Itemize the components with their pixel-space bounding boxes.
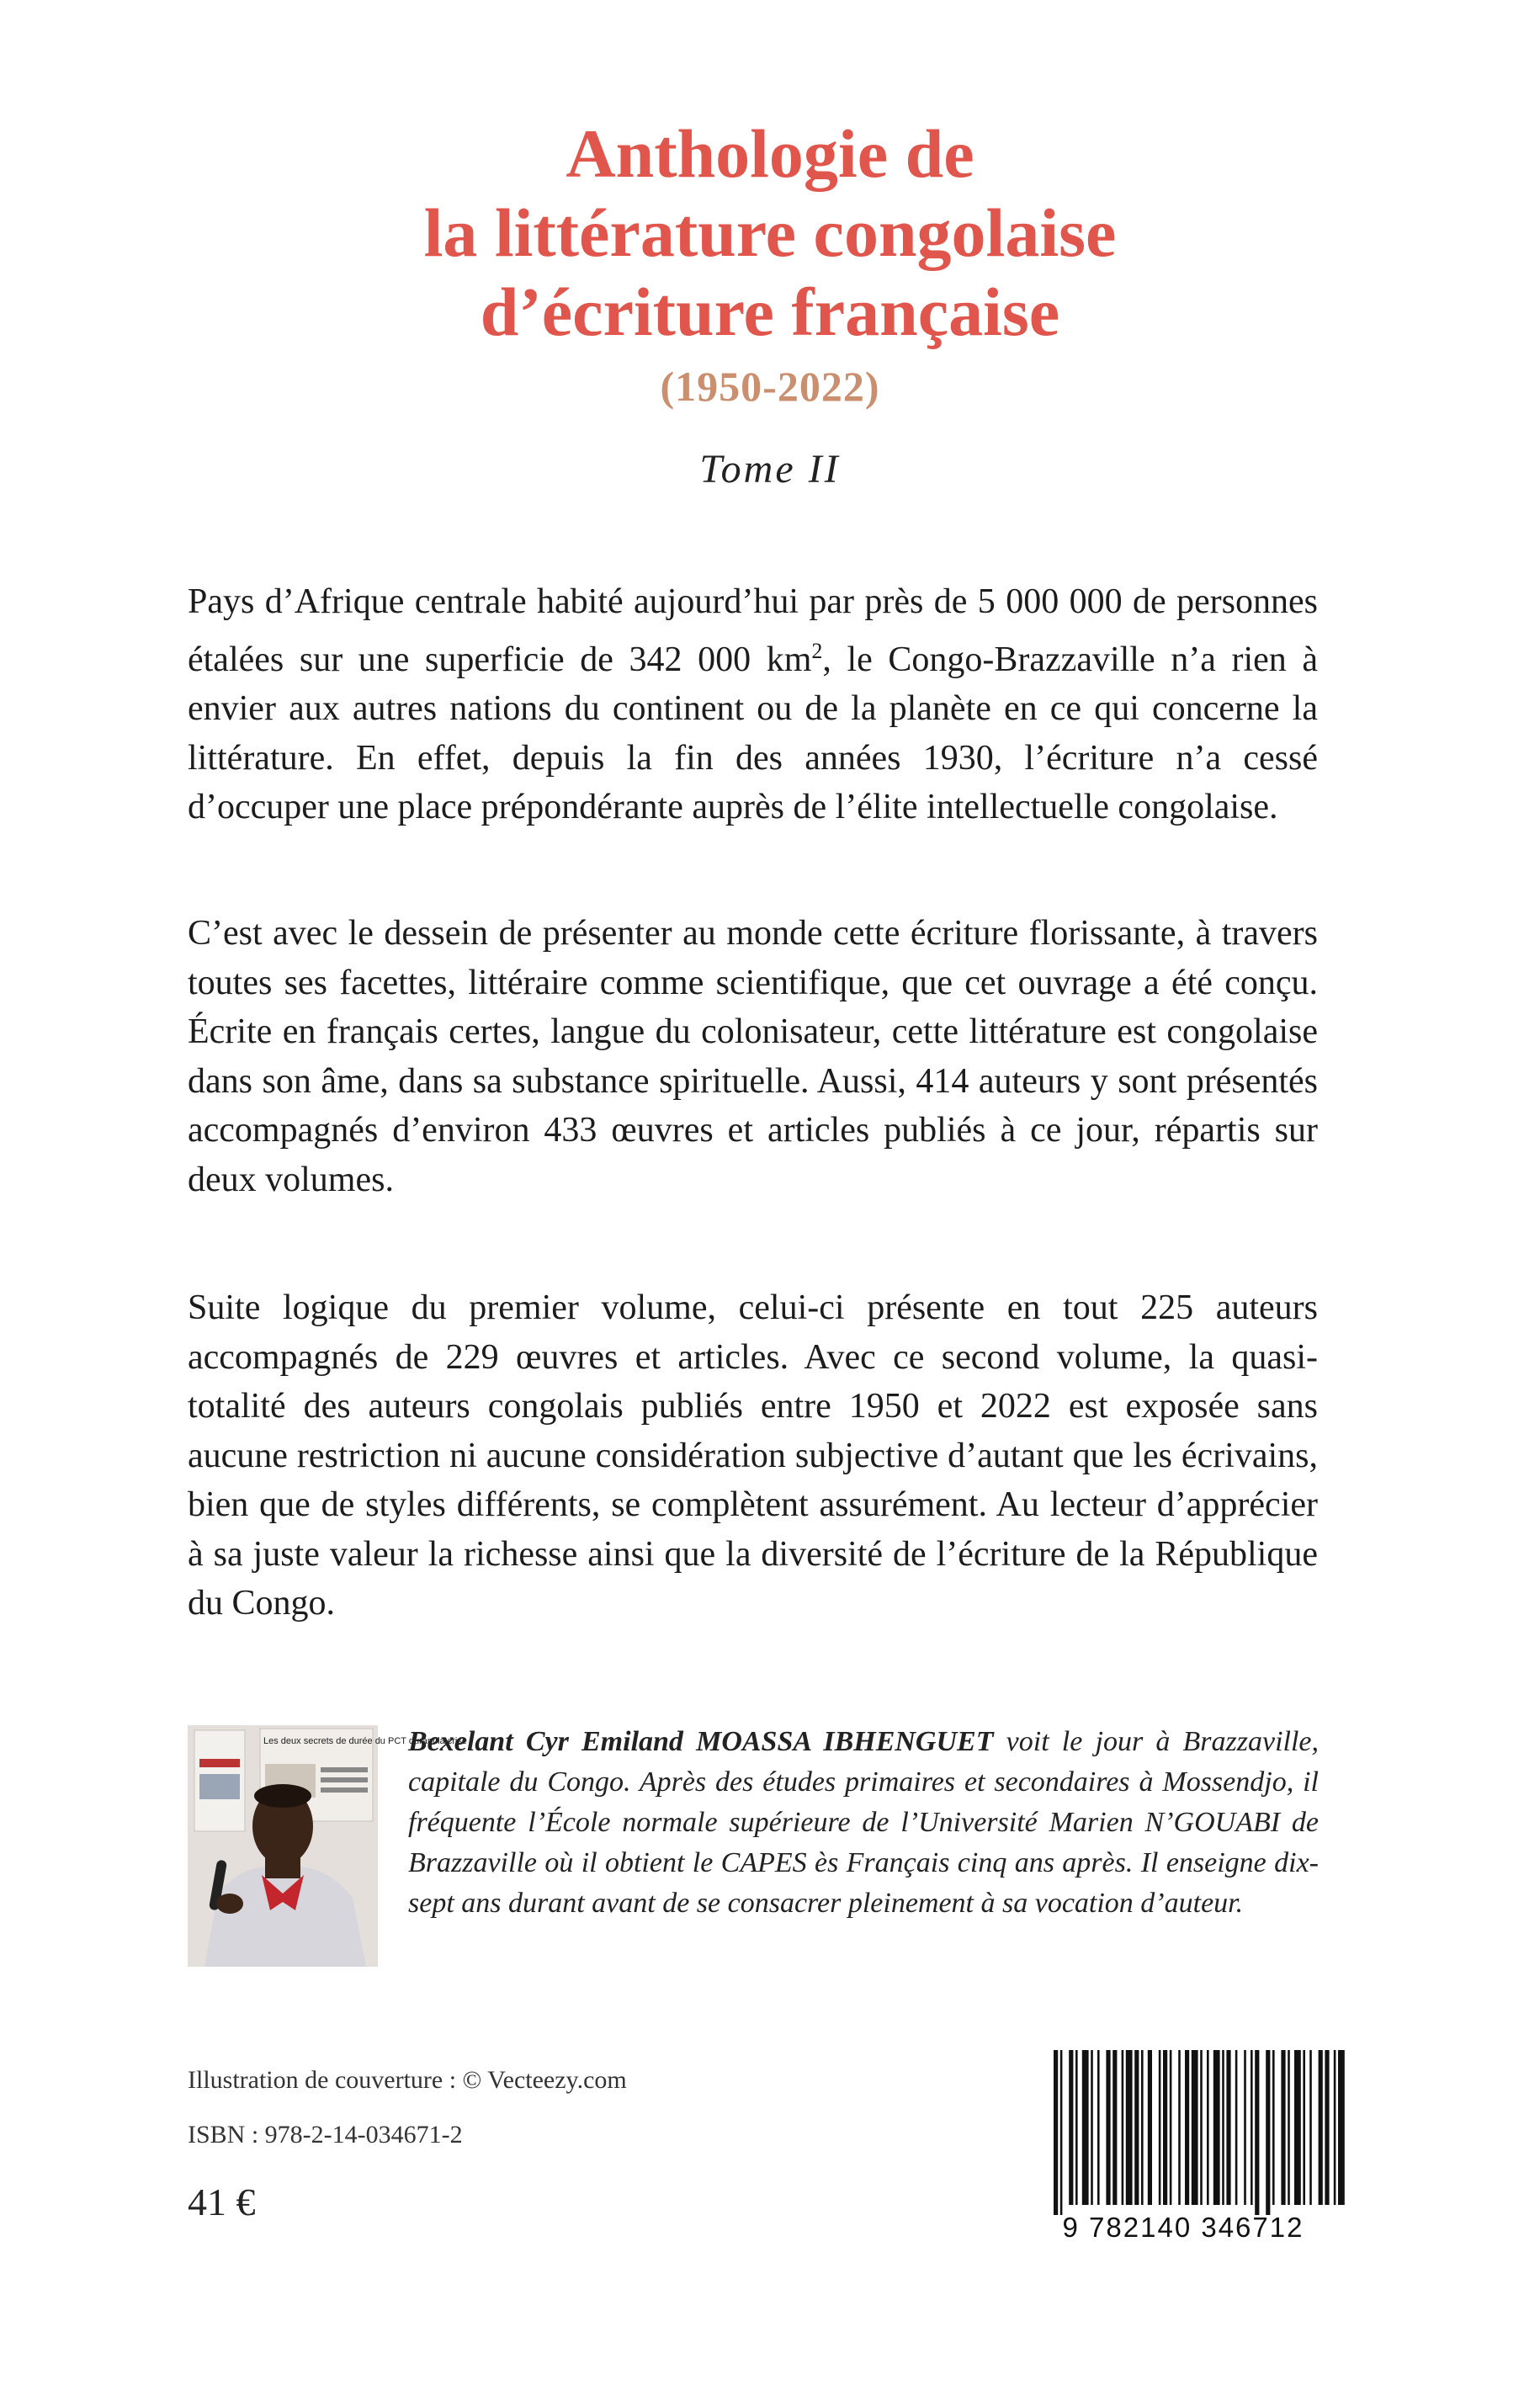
barcode-bar — [1159, 2050, 1161, 2205]
blurb-paragraph-3: Suite logique du premier volume, celui-ci présente en tout 225 auteurs accompagnés de 229 œuvres et articles. Avec ce second volume, la quasi-totalité des auteurs congolais publiés entre 1950 et 2022 est exposée sans aucune restriction ni aucune considération subjective d’autant que les écrivains, bien que de styles différents, se complètent assurément. Au lecteur d’apprécier à sa juste valeur la richesse ainsi que la diversité de l’écriture de la République du Congo. — [188, 1288, 1318, 1623]
barcode-bar — [1244, 2050, 1246, 2205]
barcode-bar — [1272, 2050, 1275, 2205]
barcode-bar — [1235, 2050, 1238, 2205]
barcode-bar — [1281, 2050, 1285, 2205]
barcode-bar — [1294, 2050, 1301, 2205]
author-bio — [408, 1722, 1319, 1924]
barcode-bar — [1338, 2050, 1345, 2205]
barcode-bar — [1122, 2050, 1124, 2205]
barcode-bar — [1319, 2050, 1323, 2205]
barcode-bar — [1075, 2050, 1078, 2205]
author-name: Bexelant Cyr Emiland MOASSA IBHENGUET — [408, 1726, 994, 1757]
barcode-bar — [1091, 2050, 1093, 2205]
barcode-bar — [1334, 2050, 1336, 2205]
barcode-bar — [1192, 2050, 1198, 2205]
title-line-2: la littérature congolaise — [423, 194, 1117, 271]
author-photo — [188, 1725, 467, 1967]
author-bio-text: voit le jour à Brazzaville, capitale du Congo. Après des études primaires et secondaires à Mossendjo, il fréquente l’École normale supérieure de l’Université Marien N’GOUABI de Brazzaville où il obtient le CAPES ès Français cinq ans après. Il enseigne dix-sept ans durant avant de se consacrer pleinement à sa vocation d’auteur. — [408, 1726, 1319, 1919]
barcode-bar — [1309, 2050, 1312, 2205]
author-photo-illustration — [188, 1725, 467, 1967]
barcode-bar — [1126, 2050, 1133, 2205]
barcode-bars — [1054, 2050, 1345, 2215]
barcode-bar — [1288, 2050, 1290, 2205]
barcode-bar — [1113, 2050, 1117, 2205]
barcode-bar — [1266, 2050, 1270, 2215]
date-range: (1950-2022) — [660, 363, 880, 410]
barcode-bar — [1163, 2050, 1167, 2205]
photo-headline: Les deux secrets de durée du PCT durant la crise — [263, 1736, 467, 1746]
barcode-bar — [1069, 2050, 1073, 2205]
barcode-bar — [1226, 2050, 1230, 2205]
barcode-bar — [1325, 2050, 1329, 2205]
barcode-bar — [1060, 2050, 1063, 2215]
isbn: ISBN : 978-2-14-034671-2 — [188, 2121, 463, 2149]
barcode-bar — [1134, 2050, 1139, 2205]
barcode-bar — [1303, 2050, 1305, 2205]
barcode-bar — [1213, 2050, 1220, 2205]
barcode-bar — [1222, 2050, 1224, 2205]
barcode-bar — [1141, 2050, 1144, 2205]
barcode-bar — [1170, 2050, 1172, 2205]
barcode-bar — [1178, 2050, 1181, 2205]
barcode-bar — [1207, 2050, 1209, 2205]
price: 41 € — [188, 2180, 256, 2223]
title-line-3: d’écriture française — [480, 274, 1060, 350]
tome-label: Tome II — [699, 447, 841, 491]
blurb-paragraph-2: C’est avec le dessein de présenter au monde cette écriture florissante, à travers toutes ses facettes, littéraire comme scientifique, que cet ouvrage a été conçu. Écrite en français certes, langue du colonisateur, cette littérature est congolaise dans son âme, dans sa substance spirituelle. Aussi, 414 auteurs y sont présentés accompagnés d’environ 433 œuvres et articles publiés à ce jour, répartis sur deux volumes. — [188, 914, 1318, 1199]
p1-superscript: 2 — [811, 638, 823, 663]
barcode — [1020, 2050, 1346, 2244]
barcode-bar — [1251, 2050, 1253, 2205]
barcode-bar — [1054, 2050, 1058, 2215]
barcode-bar — [1106, 2050, 1110, 2205]
book-title — [0, 114, 1540, 352]
cover-credit: Illustration de couverture : © Vecteezy.com — [188, 2066, 627, 2094]
p1-text-end: , le Congo-Brazzaville n’a rien à envier aux autres nations du continent ou de la planète en ce qui concerne la littérature. En effet, depuis la fin des années 1930, l’écriture n’a cessé d’occuper une place prépondérante auprès de l’élite intellectuelle congolaise. — [188, 640, 1319, 826]
title-line-1: Anthologie de — [566, 115, 974, 192]
barcode-bar — [1097, 2050, 1100, 2205]
barcode-graphic — [1020, 2050, 1346, 2244]
blurb-paragraph-1 — [188, 577, 1318, 832]
barcode-bar — [1255, 2050, 1259, 2215]
p1-text-start: Pays d’Afrique centrale habité aujourd’hui par près de 5 000 000 de personnes étalées sur une superficie de 342 000 km — [188, 582, 1318, 679]
barcode-bar — [1200, 2050, 1203, 2205]
barcode-bar — [1082, 2050, 1089, 2205]
barcode-bar — [1185, 2050, 1189, 2205]
barcode-bar — [1148, 2050, 1152, 2205]
barcode-digits: 9 782140 346712 — [1062, 2212, 1304, 2243]
